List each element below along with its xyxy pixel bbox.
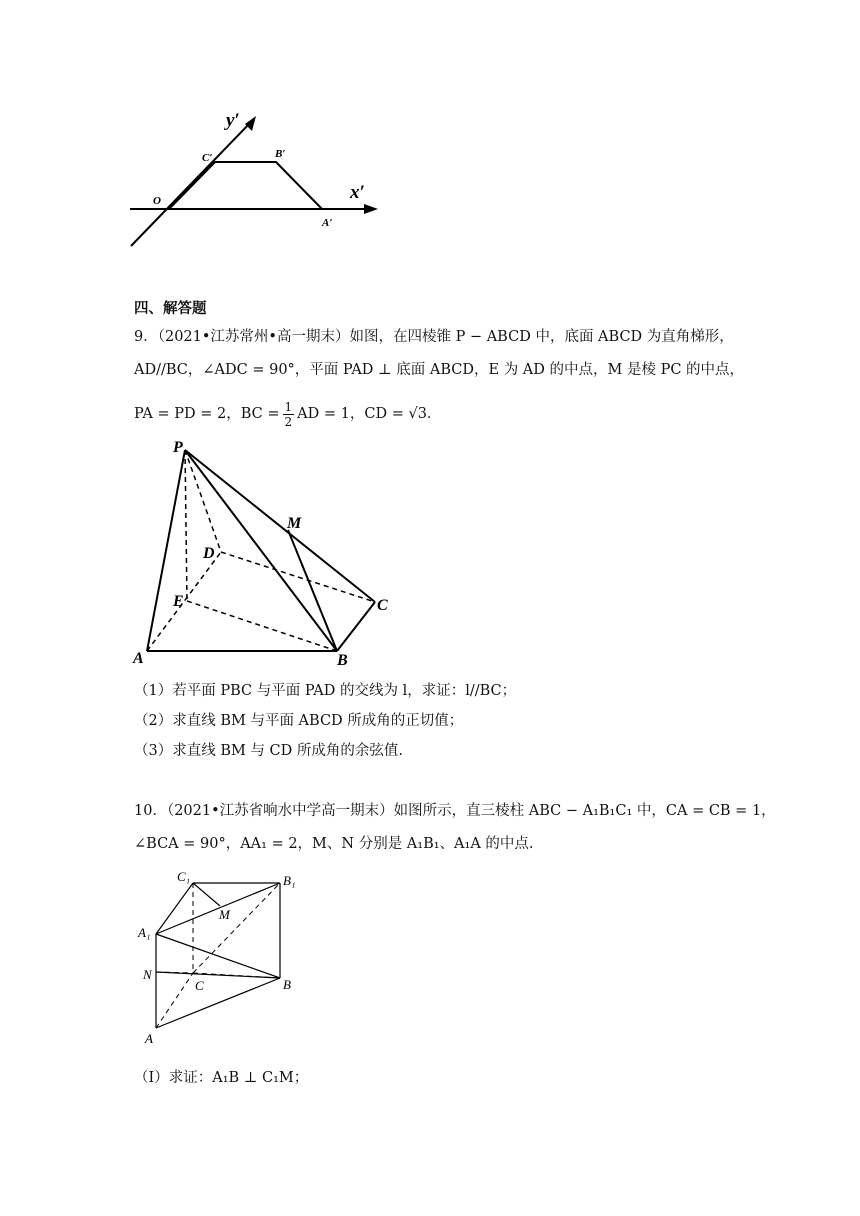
q10-sub1: （Ⅰ）求证：A₁B ⊥ C₁M； [134,1070,309,1086]
point-n-label: N [143,967,152,982]
section-title: 四、解答题 [134,301,207,317]
point-a-label: A′ [322,217,333,229]
q9-sub1: （1）若平面 PBC 与平面 PAD 的交线为 l，求证：l//BC； [134,683,517,699]
q9-sub3: （3）求直线 BM 与 CD 所成角的余弦值. [134,743,403,759]
q9-line3-part-b: AD = 1，CD = √3． [297,406,442,422]
vertex-b1-label: B₁ [283,873,296,888]
q9-line2: AD//BC，∠ADC = 90°，平面 PAD ⊥ 底面 ABCD，E 为 AD 的中点，M 是棱 PC 的中点， [134,362,745,378]
q9-line3 [134,394,441,434]
vertex-a-label: A [133,650,144,667]
q9-fraction-num: 1 [284,399,293,414]
point-m-label: M [219,907,230,922]
q9-fraction [283,400,295,429]
vertex-c1-label: C₁ [177,869,191,884]
x-axis-label: x′ [350,182,365,203]
vertex-p-label: P [173,439,183,456]
vertex-b-label: B [283,977,291,992]
vertex-a1-label: A₁ [138,925,151,940]
q10-line2: ∠BCA = 90°，AA₁ = 2，M、N 分别是 A₁B₁、A₁A 的中点. [134,836,534,852]
q9-sub2: （2）求直线 BM 与平面 ABCD 所成角的正切值； [134,713,464,729]
point-e-label: E [173,593,184,610]
point-c-label: C′ [202,152,213,164]
q9-line3-part-a: PA = PD = 2，BC = [134,406,280,422]
vertex-c-label: C [377,597,388,614]
vertex-d-label: D [203,545,215,562]
q9-line1: 9．（2021•江苏常州•高一期末）如图，在四棱锥 P − ABCD 中，底面 ABCD 为直角梯形， [134,329,734,345]
vertex-c-label: C [195,978,204,993]
point-b-label: B′ [275,148,286,160]
vertex-a-label: A [145,1031,153,1046]
vertex-b-label: B [337,652,348,669]
prism-figure [135,865,305,1050]
q10-line1: 10．（2021•江苏省响水中学高一期末）如图所示，直三棱柱 ABC − A₁B₁C₁ 中，CA = CB = 1， [134,803,776,819]
origin-label: O [153,195,161,207]
point-m-label: M [287,515,302,532]
q9-fraction-den: 2 [284,414,293,429]
oblique-axes-figure [120,100,400,260]
y-axis-label: y′ [226,110,240,131]
pyramid-figure [125,430,405,670]
